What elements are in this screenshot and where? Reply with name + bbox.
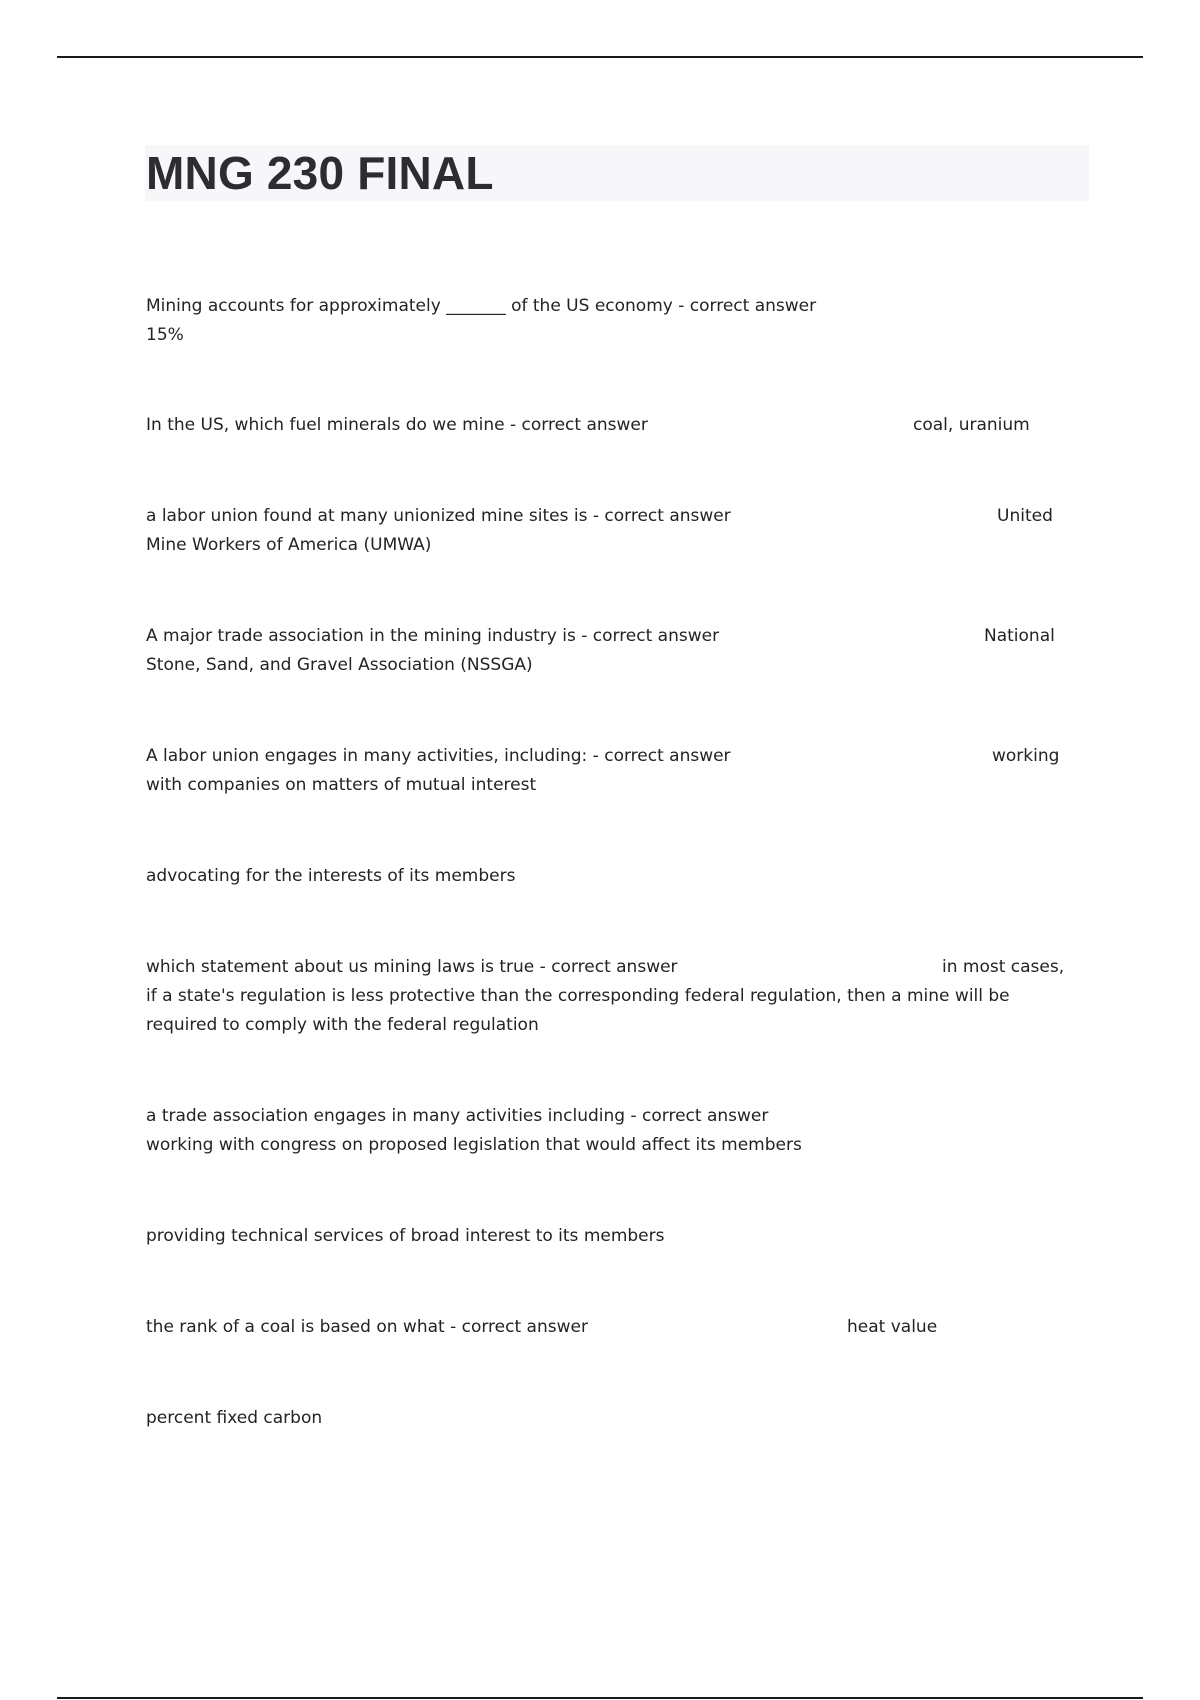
answer-1: 15% xyxy=(146,325,184,345)
answer-4-rest: Stone, Sand, and Gravel Association (NSSGA) xyxy=(146,655,533,675)
question-6: which statement about us mining laws is true - correct answer xyxy=(146,957,678,977)
answer-7-extra: providing technical services of broad interest to its members xyxy=(146,1226,665,1246)
answer-4-start: National xyxy=(984,626,1055,646)
question-2: In the US, which fuel minerals do we mine - correct answer xyxy=(146,415,648,435)
question-1: Mining accounts for approximately _______ of the US economy - correct answer xyxy=(146,296,817,316)
answer-5-rest: with companies on matters of mutual interest xyxy=(146,775,537,795)
answer-2: coal, uranium xyxy=(913,415,1030,435)
top-rule xyxy=(57,56,1143,58)
question-8: the rank of a coal is based on what - correct answer xyxy=(146,1317,588,1337)
answer-5-extra: advocating for the interests of its members xyxy=(146,866,516,886)
answer-6-rest-1: if a state's regulation is less protective than the corresponding federal regulation, then a mine will be xyxy=(146,986,1010,1006)
page-title: MNG 230 FINAL xyxy=(146,147,494,199)
question-5: A labor union engages in many activities, including: - correct answer xyxy=(146,746,731,766)
question-4: A major trade association in the mining industry is - correct answer xyxy=(146,626,720,646)
answer-3-rest: Mine Workers of America (UMWA) xyxy=(146,535,432,555)
answer-6-start: in most cases, xyxy=(942,957,1065,977)
question-7: a trade association engages in many activities including - correct answer xyxy=(146,1106,769,1126)
bottom-rule xyxy=(57,1697,1143,1699)
answer-8: heat value xyxy=(847,1317,938,1337)
answer-7: working with congress on proposed legislation that would affect its members xyxy=(146,1135,802,1155)
question-3: a labor union found at many unionized mine sites is - correct answer xyxy=(146,506,731,526)
qa-item-1 xyxy=(146,292,1076,350)
answer-8-extra: percent fixed carbon xyxy=(146,1408,323,1428)
answer-5-start: working xyxy=(992,746,1060,766)
answer-3-start: United xyxy=(997,506,1053,526)
answer-6-rest-2: required to comply with the federal regulation xyxy=(146,1015,539,1035)
